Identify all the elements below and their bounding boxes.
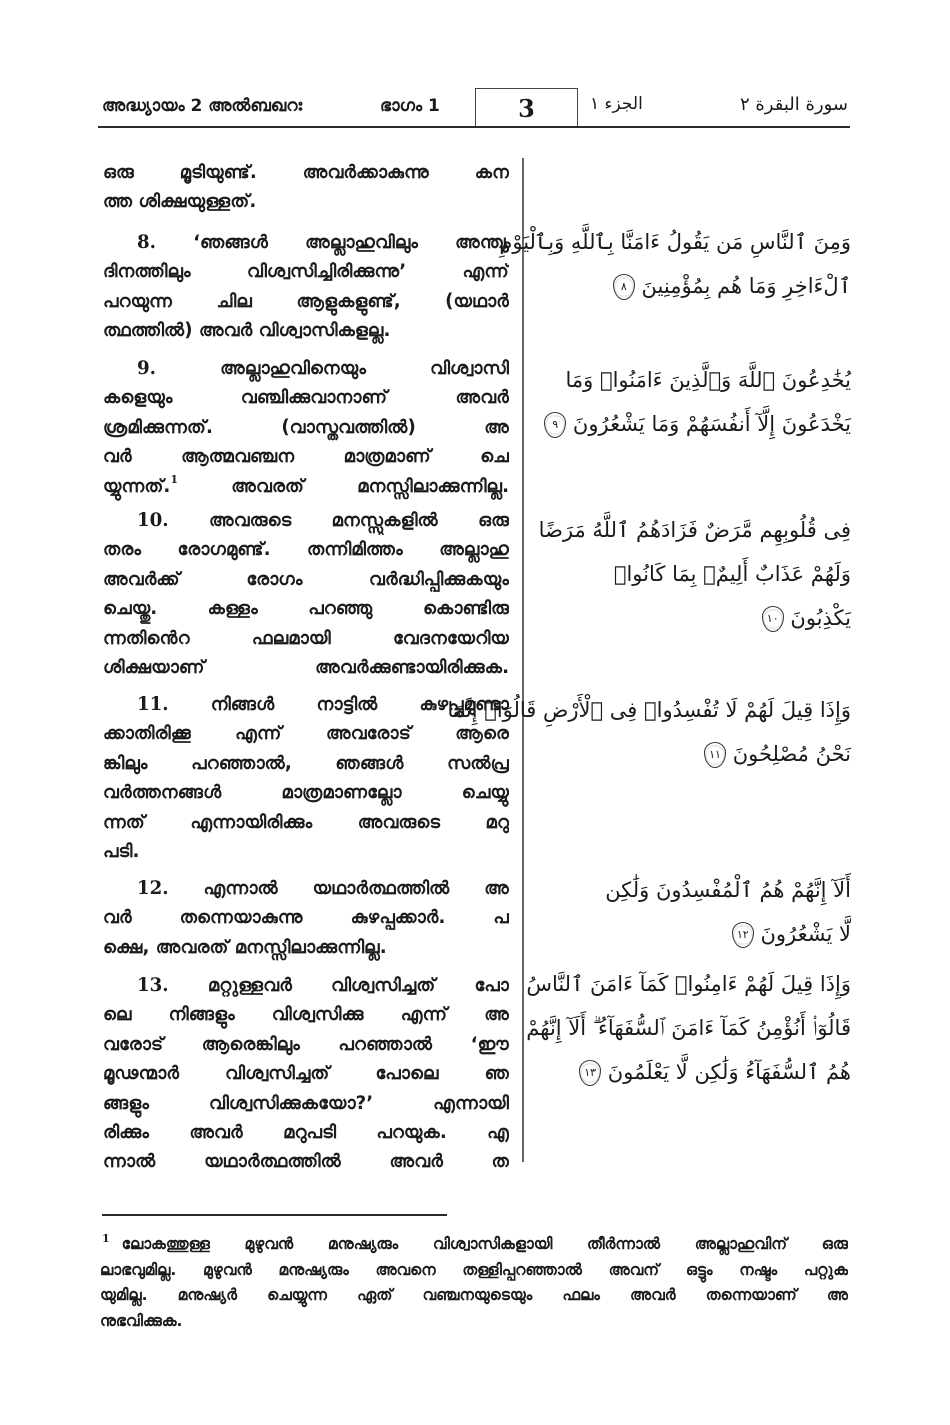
- page-number-box: [475, 88, 578, 128]
- part-label: ഭാഗം 1: [380, 96, 440, 116]
- text-line: രിക്കും അവർ മറുപടി പറയുക. എ: [103, 1122, 509, 1144]
- text-line: പടി.: [103, 841, 140, 863]
- verse-number: 9.: [137, 358, 156, 379]
- text-line: ത്ഥത്തിൽ) അവർ വിശ്വാസികളല്ല.: [103, 320, 391, 342]
- text-line: തരം രോഗമുണ്ട്. തന്നിമിത്തം അല്ലാഹു: [103, 539, 509, 561]
- verse-9: [103, 354, 509, 506]
- text-line: മറ്റുള്ളവർ വിശ്വസിച്ചത് പോ: [207, 975, 509, 996]
- footnote-ref[interactable]: 1: [170, 472, 179, 486]
- juz-label-arabic: الجزء ١: [590, 94, 643, 114]
- footnote: [100, 1232, 848, 1334]
- text-line: ക്ഷെ, അവരത് മനസ്സിലാക്കുന്നില്ല.: [103, 936, 387, 958]
- text-line: നിങ്ങൾ നാട്ടിൽ കുഴപ്പമുണ്ടാ: [210, 694, 509, 715]
- ayah-line: وَمِنَ ٱلنَّاسِ مَن يَقُولُ ءَامَنَّا بِٱللَّهِ وَبِٱلْيَوْمِ: [499, 230, 851, 254]
- text-line: ങ്കിലും പറഞ്ഞാൽ, ഞങ്ങൾ സൽപ്ര: [103, 752, 509, 774]
- ayah-line: يَكْذِبُونَ: [790, 606, 851, 630]
- text-line: ഒരു മൂടിയുണ്ട്. അവർക്കാകുന്നു കന: [103, 162, 509, 183]
- ayah-8: [499, 220, 851, 308]
- ayah-line: فِى قُلُوبِهِم مَّرَضٌ فَزَادَهُمُ ٱللَّهُ مَرَضًا: [538, 518, 851, 542]
- ayah-10: [535, 508, 851, 640]
- text-line: ലെ നിങ്ങളും വിശ്വസിക്കു എന്ന് അ: [103, 1004, 509, 1026]
- footnote-marker: 1: [102, 1232, 110, 1245]
- text-line: ‘ഞങ്ങൾ അല്ലാഹുവിലും അന്ത്യ: [193, 232, 509, 253]
- ayah-line: هُمُ ٱلسُّفَهَآءُ وَلَٰكِن لَّا يَعْلَمُونَ: [607, 1060, 851, 1084]
- text-line: ന്നത് എന്നായിരിക്കും അവരുടെ മറു: [103, 811, 509, 833]
- text-line: പറയുന്ന ചില ആളുകളുണ്ട്, (യഥാർ: [103, 290, 509, 312]
- verse-number: 13.: [137, 975, 169, 996]
- ayah-number-marker: ١٣: [579, 1060, 601, 1086]
- ayah-line: وَإِذَا قِيلَ لَهُمْ ءَامِنُوا۟ كَمَآ ءَامَنَ ٱلنَّاسُ: [526, 972, 851, 996]
- ayah-line: ٱلْءَاخِرِ وَمَا هُم بِمُؤْمِنِينَ: [641, 274, 851, 298]
- ayah-line: يَخْدَعُونَ إِلَّآ أَنفُسَهُمْ وَمَا يَشْعُرُونَ: [572, 412, 851, 436]
- text-line: വർത്തനങ്ങൾ മാത്രമാണല്ലോ ചെയ്യു: [103, 782, 509, 804]
- ayah-13: [526, 962, 851, 1094]
- verse-number: 10.: [137, 510, 169, 531]
- page-number: 3: [518, 94, 535, 123]
- ayah-number-marker: ٩: [544, 412, 566, 438]
- text-line: ത്ത ശിക്ഷയുള്ളത്.: [103, 191, 257, 213]
- text-line: ദിനത്തിലും വിശ്വസിച്ചിരിക്കുന്നു’ എന്ന്: [103, 261, 509, 283]
- ayah-line: وَإِذَا قِيلَ لَهُمْ لَا تُفْسِدُوا۟ فِى ٱلْأَرْضِ قَالُوٓا۟ إِنَّمَا: [447, 698, 851, 722]
- verse-number: 8.: [137, 232, 156, 253]
- text-line: ചെയ്തു. കള്ളം പറഞ്ഞു കൊണ്ടിരു: [103, 598, 509, 620]
- footnote-line: ലാഭവുമില്ല. മുഴുവൻ മനുഷ്യരും അവനെ തള്ളിപ്പറഞ്ഞാൽ അവന് ഒട്ടും നഷ്ടം പറ്റുക: [100, 1260, 848, 1279]
- malayalam-translation-column: [103, 158, 509, 1177]
- ayah-number-marker: ١١: [704, 742, 726, 768]
- ayah-line: لَّا يَشْعُرُونَ: [760, 922, 851, 946]
- ayah-line: قَالُوٓا۟ أَنُؤْمِنُ كَمَآ ءَامَنَ ٱلسُّفَهَآءُ ۗ أَلَآ إِنَّهُمْ: [526, 1016, 851, 1040]
- ayah-number-marker: ٨: [613, 274, 635, 300]
- column-divider: [522, 158, 524, 1162]
- text-line: അവർക്ക് രോഗം വർദ്ധിപ്പിക്കുകയും: [103, 568, 509, 590]
- verse-number: 11.: [137, 694, 169, 715]
- footnote-line: യുമില്ല. മനുഷ്യർ ചെയ്യുന്ന ഏത് വഞ്ചനയുടെയും ഫലം അവർ തന്നെയാണ് അ: [100, 1286, 848, 1304]
- header-rule: [98, 126, 850, 128]
- ayah-line: نَحْنُ مُصْلِحُونَ: [732, 742, 851, 766]
- footnote-line: ലോകത്തുള്ള മുഴുവൻ മനുഷ്യരും വിശ്വാസികളായി തീർന്നാൽ അല്ലാഹുവിന് ഒരു: [121, 1235, 848, 1253]
- text-line: മൂഢന്മാർ വിശ്വസിച്ചത് പോലെ ഞ: [103, 1063, 509, 1085]
- running-header: [98, 88, 850, 128]
- text-line: ങ്ങളും വിശ്വസിക്കുകയോ?’ എന്നായി: [103, 1092, 509, 1114]
- footnote-line: നുഭവിക്കുക.: [100, 1311, 183, 1330]
- surah-title-arabic: سورة البقرة ٢: [739, 94, 848, 115]
- verse-13: [103, 971, 509, 1177]
- ayah-11: [447, 688, 851, 776]
- ayah-number-marker: ١٢: [732, 922, 754, 948]
- text-line: ന്നാൽ യഥാർത്ഥത്തിൽ അവർ ത: [103, 1151, 509, 1173]
- ayah-number-marker: ١٠: [762, 606, 784, 632]
- text-line: വർ തന്നെയാകുന്നു കുഴപ്പക്കാർ. പ: [103, 907, 509, 929]
- verse-12: [103, 874, 509, 971]
- verse-8: [103, 228, 509, 354]
- text-line: കളെയും വഞ്ചിക്കുവാനാണ് അവർ: [103, 387, 509, 409]
- verse-continuation: [103, 158, 509, 224]
- text-line: ക്കാതിരിക്കൂ എന്ന് അവരോട് ആരെ: [103, 723, 509, 745]
- footnote-rule: [102, 1214, 447, 1216]
- verse-number: 12.: [137, 878, 169, 899]
- ayah-line: يُخَٰدِعُونَ ٱللَّهَ وَٱلَّذِينَ ءَامَنُوا۟ وَمَا: [565, 368, 851, 392]
- ayah-12: [535, 868, 851, 956]
- verse-10: [103, 506, 509, 690]
- chapter-title: അദ്ധ്യായം 2 അൽബഖറഃ: [102, 96, 303, 116]
- text-line: വർ ആത്മവഞ്ചന മാത്രമാണ് ചെ: [103, 446, 509, 468]
- ayah-line: أَلَآ إِنَّهُمْ هُمُ ٱلْمُفْسِدُونَ وَلَٰكِن: [605, 878, 851, 902]
- text-line: ശ്രമിക്കുന്നത്. (വാസ്തവത്തിൽ) അ: [103, 416, 509, 438]
- text-line: ശിക്ഷയാണ് അവർക്കുണ്ടായിരിക്കുക.: [103, 657, 509, 679]
- ayah-9: [535, 358, 851, 446]
- ayah-line: وَلَهُمْ عَذَابٌ أَلِيمٌۢ بِمَا كَانُوا۟: [613, 562, 851, 586]
- text-line: വരോട് ആരെങ്കിലും പറഞ്ഞാൽ ‘ഈ: [103, 1033, 509, 1055]
- text-line: എന്നാൽ യഥാർത്ഥത്തിൽ അ: [203, 878, 509, 899]
- text-line: അല്ലാഹുവിനെയും വിശ്വാസി: [220, 358, 509, 379]
- text-line: അവരത് മനസ്സിലാക്കുന്നില്ല.: [231, 475, 509, 497]
- text-line: അവരുടെ മനസ്സുകളിൽ ഒരു: [209, 510, 509, 531]
- text-line: ന്നതിൻെറ ഫലമായി വേദനയേറിയ: [103, 627, 509, 649]
- text-line: യ്യുന്നത്.: [103, 475, 171, 497]
